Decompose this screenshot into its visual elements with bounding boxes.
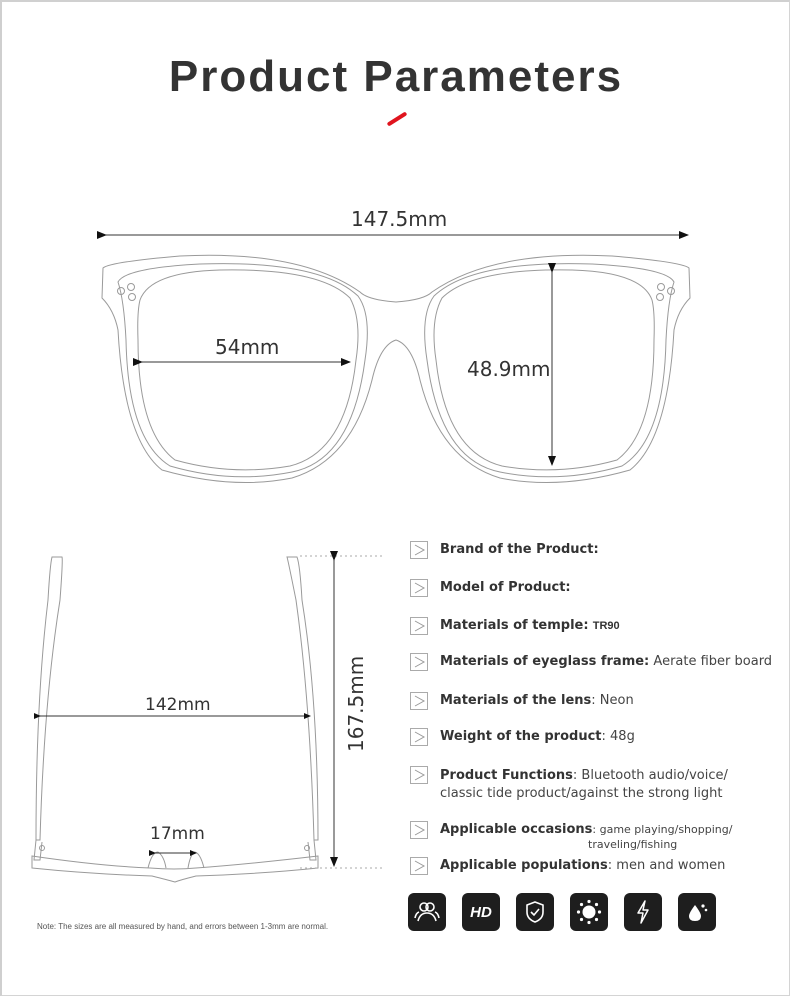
chevron-right-icon: [410, 692, 428, 710]
chevron-right-icon: [410, 653, 428, 671]
chevron-right-icon: [410, 766, 428, 784]
lens-width-label: 54mm: [215, 335, 280, 359]
shield-check-icon: [516, 893, 554, 931]
lens-height-label: 48.9mm: [467, 357, 551, 381]
measurement-note: Note: The sizes are all measured by hand, and errors between 1-3mm are normal.: [37, 922, 329, 931]
temple-span-label: 142mm: [145, 695, 211, 715]
spec-brand: Brand of the Product:: [410, 542, 599, 560]
sun-icon: [570, 893, 608, 931]
chevron-right-icon: [410, 857, 428, 875]
lightning-icon: [624, 893, 662, 931]
chevron-right-icon: [410, 821, 428, 839]
feature-icons: [408, 893, 716, 931]
temple-length-label: 167.5mm: [344, 655, 368, 752]
spec-functions: Product Functions: Bluetooth audio/voice/ classic tide product/against the strong light: [410, 767, 728, 803]
spec-populations: Applicable populations: men and women: [410, 858, 725, 876]
water-drop-icon: [678, 893, 716, 931]
hd-icon: HD: [462, 893, 500, 931]
spec-temple-material: Materials of temple: TR90: [410, 618, 620, 636]
page-title: Product Parameters: [168, 52, 624, 101]
spec-frame-material: Materials of eyeglass frame: Aerate fiber board: [410, 654, 772, 672]
spec-weight: Weight of the product: 48g: [410, 729, 635, 747]
chevron-right-icon: [410, 728, 428, 746]
bridge-label: 17mm: [150, 824, 205, 844]
total-width-label: 147.5mm: [351, 207, 448, 231]
chevron-right-icon: [410, 579, 428, 597]
spec-lens-material: Materials of the lens: Neon: [410, 693, 634, 711]
spec-model: Model of Product:: [410, 580, 571, 598]
chevron-right-icon: [410, 617, 428, 635]
people-icon: [408, 893, 446, 931]
spec-occasions: Applicable occasions: game playing/shopping/ traveling/fishing: [410, 822, 732, 852]
chevron-right-icon: [410, 541, 428, 559]
